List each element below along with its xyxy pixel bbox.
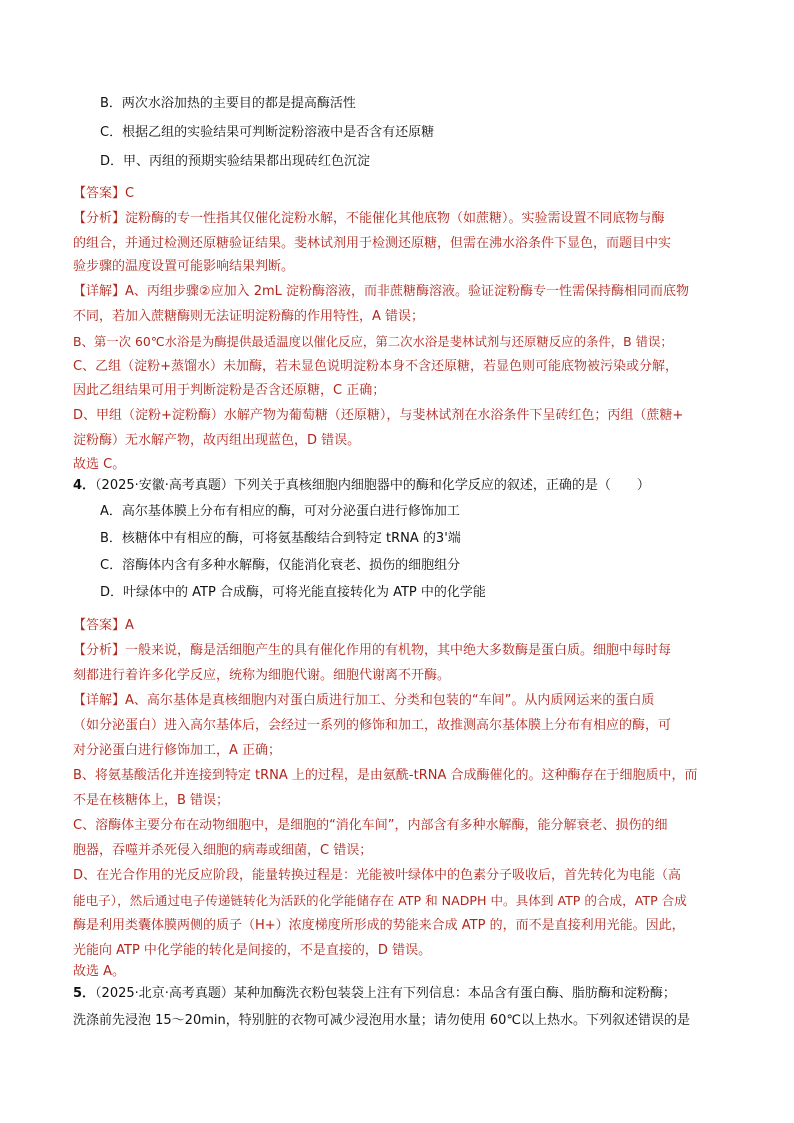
answer-value: A [125, 618, 134, 633]
q4-stem-text: （2025·安徽·高考真题）下列关于真核细胞内细胞器中的酶和化学反应的叙述，正确的是（ ） [95, 478, 650, 493]
q4-analysis-line-1 [73, 642, 671, 660]
q4-stem [73, 477, 650, 495]
analysis-tag: 【分析】 [73, 211, 126, 226]
analysis-text: 一般来说，酶是活细胞产生的具有催化作用的有机物，其中绝大多数酶是蛋白质。细胞中每时每 [125, 643, 672, 658]
q5-stem-text: （2025·北京·高考真题）某种加酶洗衣粉包装袋上注有下列信息：本品含有蛋白酶、脂肪酶和淀粉酶； [95, 986, 676, 1001]
q4-option-b: B．核糖体中有相应的酶，可将氨基酸结合到特定 tRNA 的3'端 [100, 531, 461, 546]
q4-conclusion: 故选 A。 [73, 964, 126, 979]
q4-detail-line-7: 胞器，吞噬并杀死侵入细胞的病毒或细菌，C 错误； [73, 843, 373, 858]
q4-detail-line-1 [73, 692, 654, 710]
q4-detail-line-11: 光能向 ATP 中化学能的转化是间接的，不是直接的，D 错误。 [73, 943, 432, 958]
q4-answer [73, 617, 134, 635]
q4-option-d: D．叶绿体中的 ATP 合成酶，可将光能直接转化为 ATP 中的化学能 [100, 585, 486, 600]
q5-stem-line-1 [73, 985, 676, 1003]
q3-option-d: D．甲、丙组的预期实验结果都出现砖红色沉淀 [100, 154, 371, 169]
q3-analysis-line-3: 验步骤的温度设置可能影响结果判断。 [73, 259, 295, 274]
q3-analysis-line-1 [73, 210, 665, 228]
q3-answer [73, 185, 134, 203]
answer-tag: 【答案】 [73, 618, 126, 633]
q3-detail-line-5: 因此乙组结果可用于判断淀粉是否含还原糖，C 正确； [73, 383, 386, 398]
q4-option-a: A．高尔基体膜上分布有相应的酶，可对分泌蛋白进行修饰加工 [100, 504, 460, 519]
q5-number: 5． [73, 986, 96, 1001]
q3-detail-line-4: C、乙组（淀粉+蒸馏水）未加酶，若未显色说明淀粉本身不含还原糖，若显色则可能底物被污染或分解， [73, 359, 678, 374]
detail-text: A、高尔基体是真核细胞内对蛋白质进行加工、分类和包装的“车间”。从内质网运来的蛋白质 [125, 693, 655, 708]
q3-detail-line-1 [73, 283, 689, 301]
q3-analysis-line-2: 的组合，并通过检测还原糖验证结果。斐林试剂用于检测还原糖，但需在沸水浴条件下显色，而题目中实 [73, 236, 672, 251]
q4-detail-line-3: 对分泌蛋白进行修饰加工，A 正确； [73, 743, 282, 758]
detail-tag: 【详解】 [73, 693, 126, 708]
q4-detail-line-2: （如分泌蛋白）进入高尔基体后，会经过一系列的修饰和加工，故推测高尔基体膜上分布有相应的酶，可 [73, 718, 672, 733]
q3-detail-line-3: B、第一次 60℃水浴是为酶提供最适温度以催化反应，第二次水浴是斐林试剂与还原糖反应的条件，B 错误； [73, 334, 673, 349]
q4-detail-line-8: D、在光合作用的光反应阶段，能量转换过程是：光能被叶绿体中的色素分子吸收后，首先转化为电能（高 [73, 868, 682, 883]
q3-detail-line-2: 不同，若加入蔗糖酶则无法证明淀粉酶的作用特性，A 错误； [73, 309, 425, 324]
q3-option-b: B．两次水浴加热的主要目的都是提高酶活性 [100, 96, 356, 111]
q3-detail-line-6: D、甲组（淀粉+淀粉酶）水解产物为葡萄糖（还原糖），与斐林试剂在水浴条件下呈砖红色；丙组（蔗糖+ [73, 408, 684, 423]
q4-detail-line-10: 酶是利用类囊体膜两侧的质子（H+）浓度梯度所形成的势能来合成 ATP 的，而不是直接利用光能。因此， [73, 918, 685, 933]
analysis-tag: 【分析】 [73, 643, 126, 658]
detail-tag: 【详解】 [73, 284, 126, 299]
q3-detail-line-7: 淀粉酶）无水解产物，故丙组出现蓝色，D 错误。 [73, 433, 361, 448]
analysis-text: 淀粉酶的专一性指其仅催化淀粉水解，不能催化其他底物（如蔗糖）。实验需设置不同底物与酶 [125, 211, 665, 226]
q4-detail-line-9: 能电子），然后通过电子传递链转化为活跃的化学能储存在 ATP 和 NADPH 中。具体到 ATP 的合成，ATP 合成 [73, 893, 687, 908]
q4-detail-line-6: C、溶酶体主要分布在动物细胞中，是细胞的“消化车间”，内部含有多种水解酶，能分解衰老、损伤的细 [73, 818, 668, 833]
q4-detail-line-5: 不是在核糖体上，B 错误； [73, 793, 230, 808]
q3-option-c: C．根据乙组的实验结果可判断淀粉溶液中是否含有还原糖 [100, 125, 435, 140]
q4-option-c: C．溶酶体内含有多种水解酶，仅能消化衰老、损伤的细胞组分 [100, 558, 461, 573]
q4-detail-line-4: B、将氨基酸活化并连接到特定 tRNA 上的过程，是由氨酰-tRNA 合成酶催化的。这种酶存在于细胞质中，而 [73, 768, 698, 783]
q3-conclusion: 故选 C。 [73, 457, 126, 472]
q5-stem-line-2: 洗涤前先浸泡 15～20min，特别脏的衣物可减少浸泡用水量；请勿使用 60℃以上热水。下列叙述错误的是 [73, 1013, 691, 1028]
answer-tag: 【答案】 [73, 186, 126, 201]
q4-analysis-line-2: 刻都进行着许多化学反应，统称为细胞代谢。细胞代谢离不开酶。 [73, 668, 451, 683]
answer-value: C [125, 186, 135, 201]
q4-number: 4． [73, 478, 96, 493]
detail-text: A、丙组步骤②应加入 2mL 淀粉酶溶液，而非蔗糖酶溶液。验证淀粉酶专一性需保持酶相同而底物 [125, 284, 690, 299]
